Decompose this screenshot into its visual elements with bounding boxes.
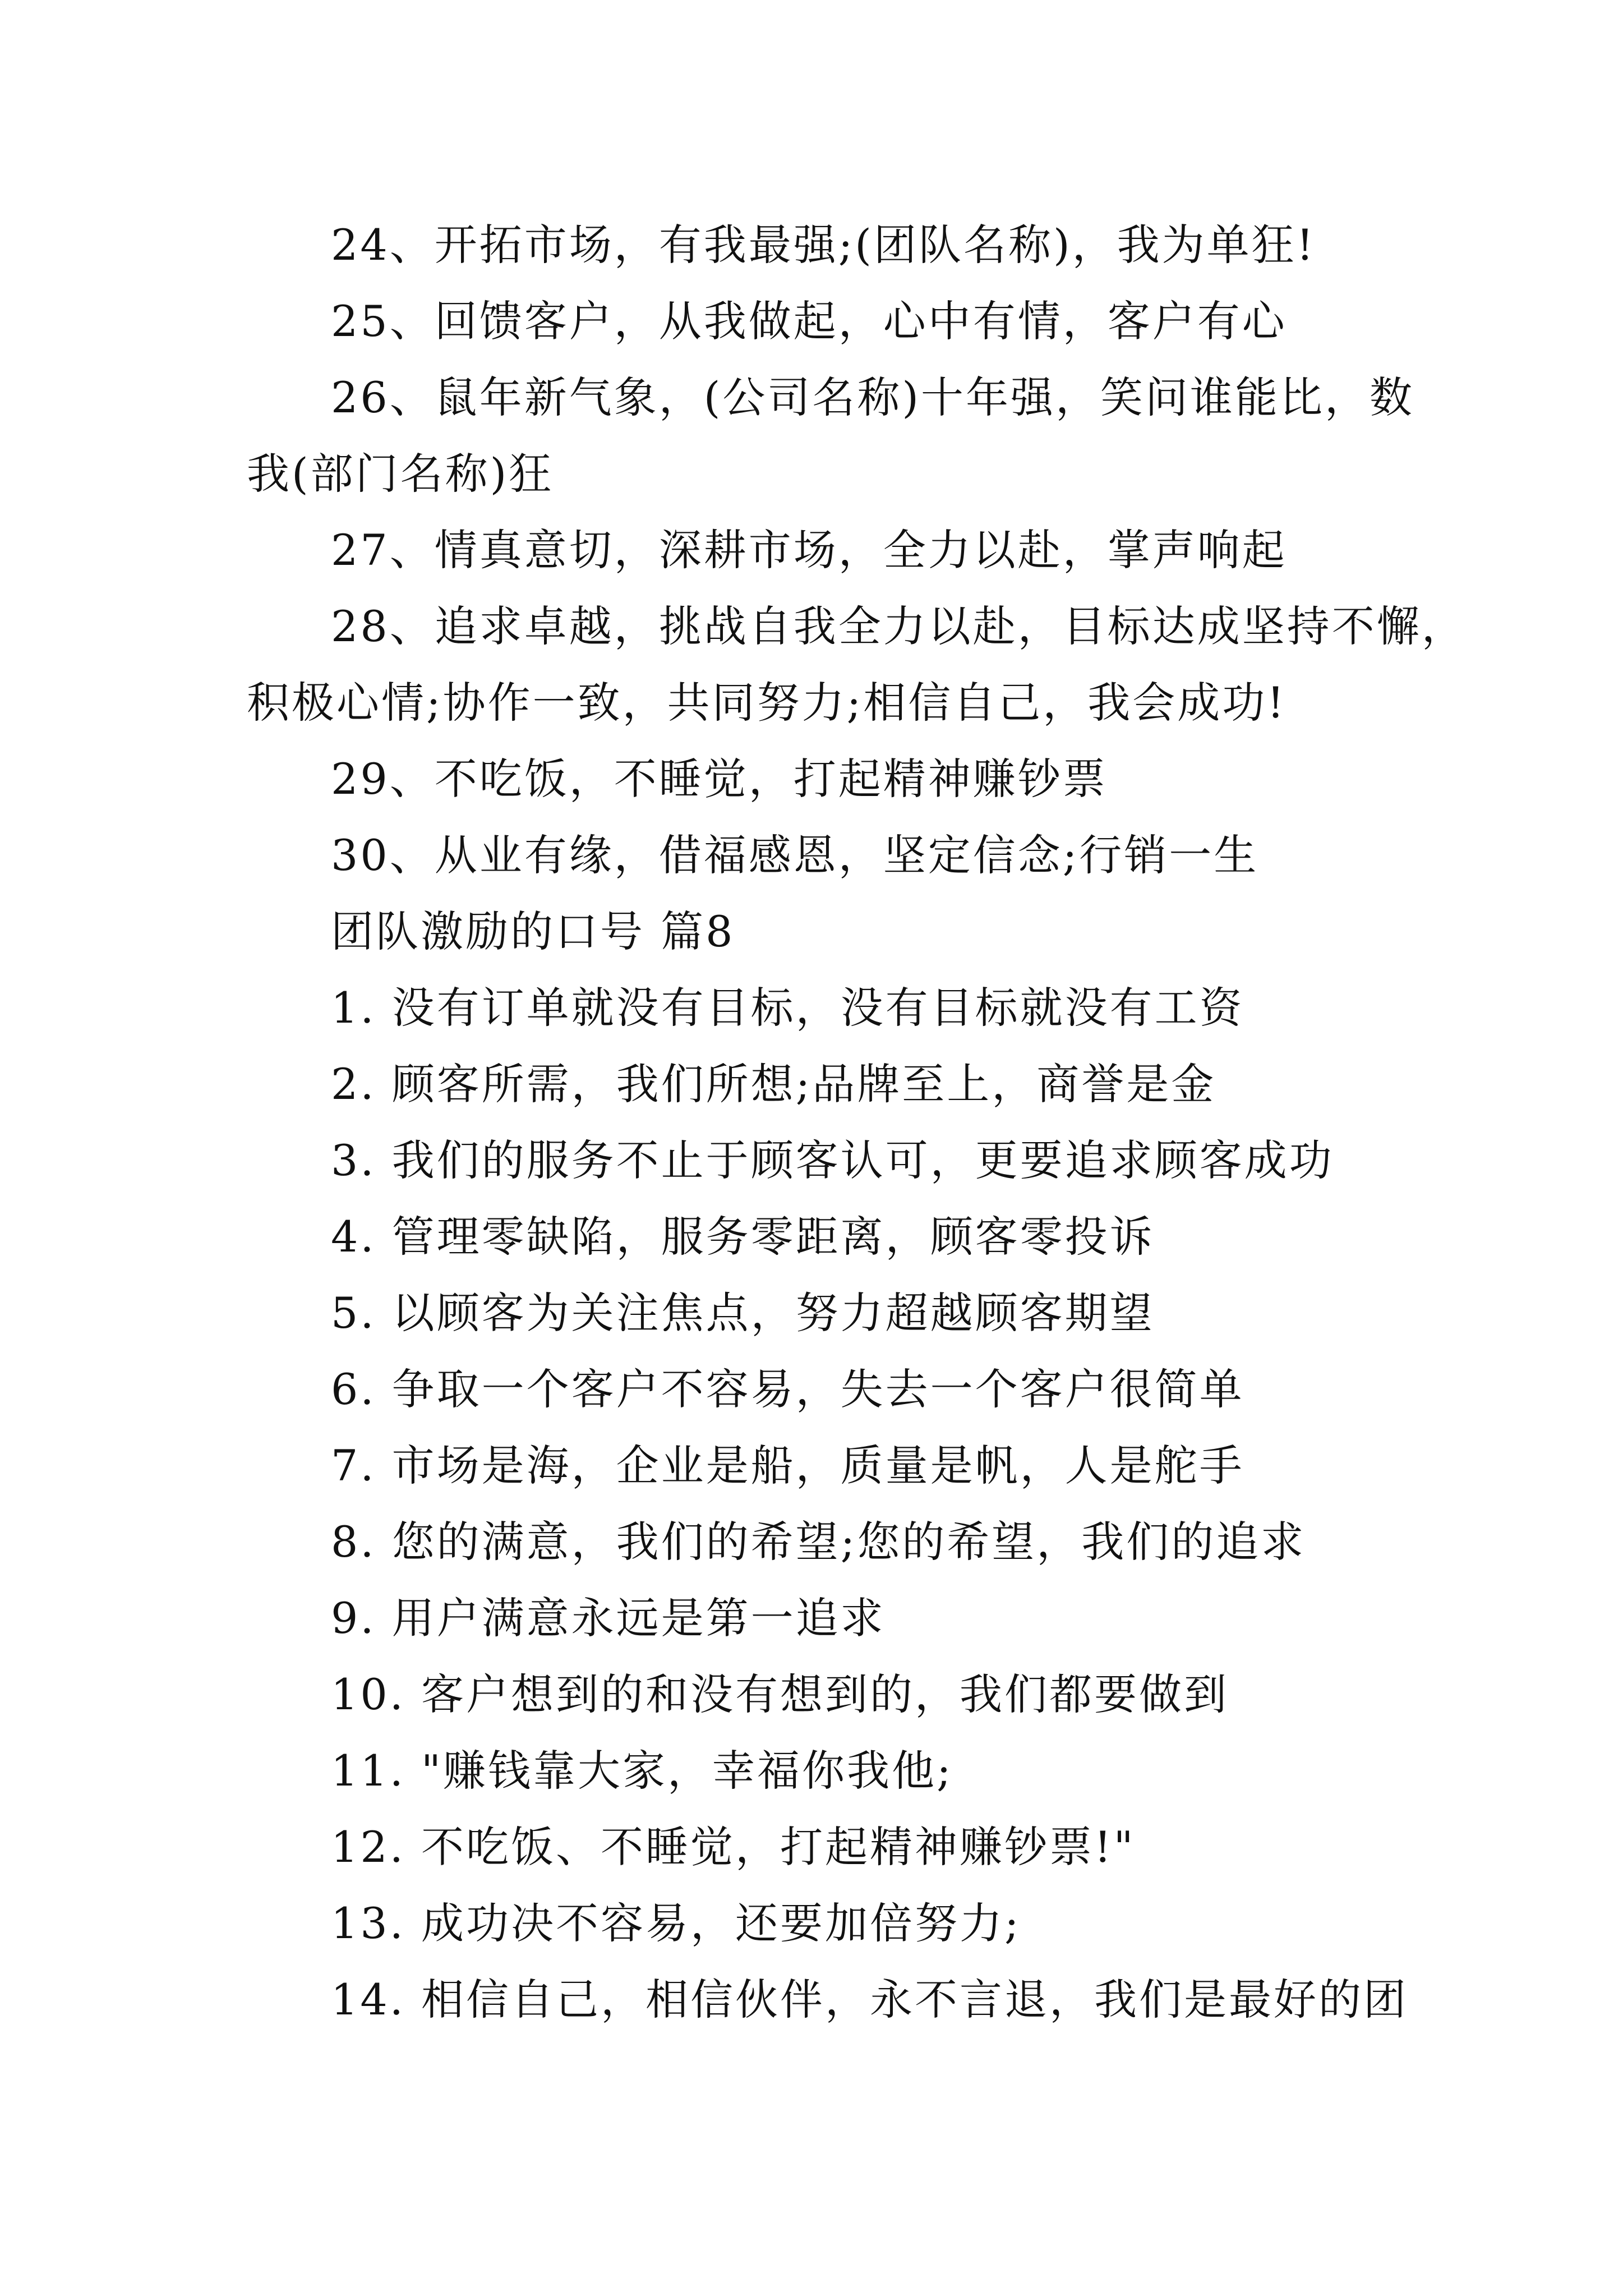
list-item-12: 12. 不吃饭、不睡觉，打起精神赚钞票!" bbox=[331, 1822, 1136, 1872]
text-line-26: 26、鼠年新气象，(公司名称)十年强，笑问谁能比，数 bbox=[331, 372, 1415, 422]
list-item-2: 2. 顾客所需，我们所想;品牌至上，商誉是金 bbox=[331, 1059, 1216, 1109]
text-line-28: 28、追求卓越，挑战自我全力以赴，目标达成坚持不懈， bbox=[331, 601, 1467, 651]
text-line-26-cont: 我(部门名称)狂 bbox=[247, 449, 554, 499]
list-item-3: 3. 我们的服务不止于顾客认可，更要追求顾客成功 bbox=[331, 1135, 1334, 1185]
list-item-1: 1. 没有订单就没有目标，没有目标就没有工资 bbox=[331, 983, 1244, 1033]
list-item-9: 9. 用户满意永远是第一追求 bbox=[331, 1593, 886, 1643]
text-line-27: 27、情真意切，深耕市场，全力以赴，掌声响起 bbox=[331, 525, 1287, 575]
text-line-30: 30、从业有缘，借福感恩，坚定信念;行销一生 bbox=[331, 830, 1259, 880]
text-line-24: 24、开拓市场，有我最强;(团队名称)，我为单狂! bbox=[331, 220, 1316, 270]
list-item-8: 8. 您的满意，我们的希望;您的希望，我们的追求 bbox=[331, 1517, 1306, 1567]
section-heading: 团队激励的口号 篇8 bbox=[331, 907, 735, 956]
list-item-6: 6. 争取一个客户不容易，失去一个客户很简单 bbox=[331, 1364, 1244, 1414]
list-item-13: 13. 成功决不容易，还要加倍努力; bbox=[331, 1898, 1021, 1948]
list-item-4: 4. 管理零缺陷，服务零距离，顾客零投诉 bbox=[331, 1212, 1155, 1262]
list-item-7: 7. 市场是海，企业是船，质量是帆，人是舵手 bbox=[331, 1441, 1244, 1490]
text-line-28-cont: 积极心情;协作一致，共同努力;相信自己，我会成功! bbox=[247, 678, 1287, 728]
text-line-25: 25、回馈客户，从我做起，心中有情，客户有心 bbox=[331, 296, 1287, 346]
text-line-29: 29、不吃饭，不睡觉，打起精神赚钞票 bbox=[331, 754, 1108, 804]
list-item-14: 14. 相信自己，相信伙伴，永不言退，我们是最好的团 bbox=[331, 1975, 1409, 2024]
list-item-11: 11. "赚钱靠大家，幸福你我他; bbox=[331, 1746, 953, 1796]
list-item-5: 5. 以顾客为关注焦点，努力超越顾客期望 bbox=[331, 1288, 1155, 1338]
list-item-10: 10. 客户想到的和没有想到的，我们都要做到 bbox=[331, 1669, 1229, 1719]
